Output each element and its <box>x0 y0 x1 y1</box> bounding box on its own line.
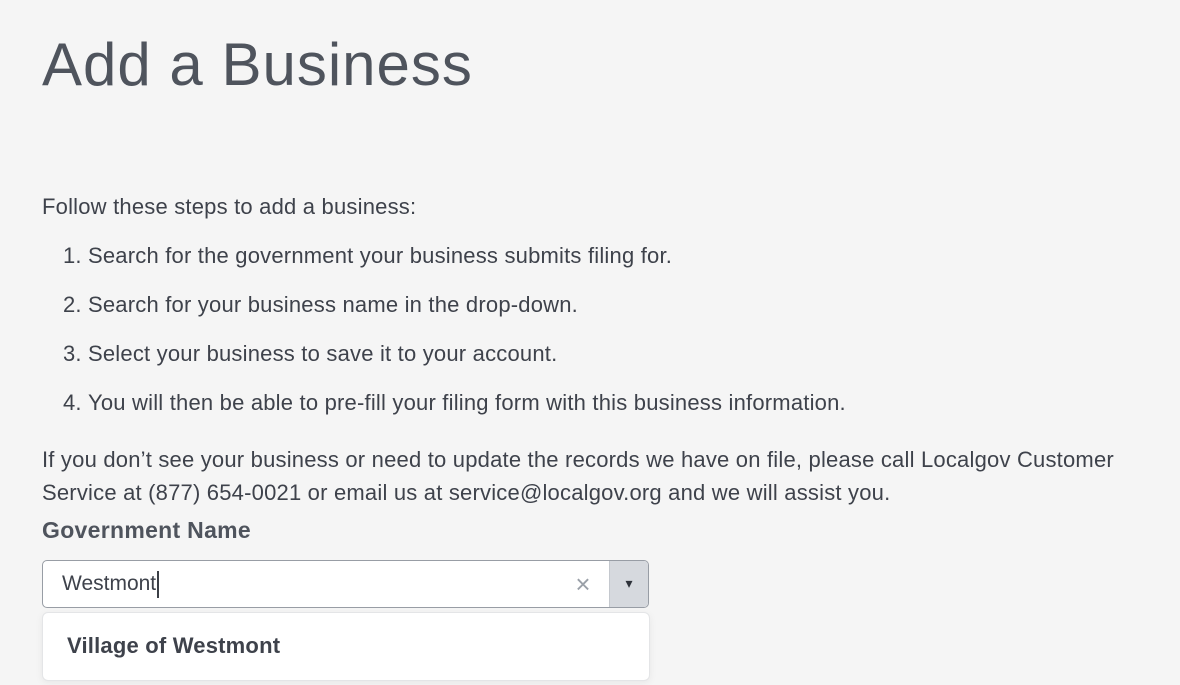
government-search-combobox <box>42 560 649 608</box>
government-name-label: Government Name <box>42 517 252 543</box>
step-item: 1. Search for the government your business submits filing for. <box>88 239 1180 272</box>
dropdown-arrow-icon: ▾ <box>625 576 633 592</box>
help-text <box>42 443 1180 509</box>
help-text-line1: If you don’t see your business or need to update the records we have on file, please call Localgov Customer <box>42 447 1114 472</box>
step-item: 4. You will then be able to pre-fill your filing form with this business information. <box>88 386 1180 419</box>
add-business-page <box>42 30 1180 681</box>
step-item: 2. Search for your business name in the drop-down. <box>88 288 1180 321</box>
government-options-panel <box>42 612 650 681</box>
government-search-input[interactable] <box>43 561 608 607</box>
dropdown-option[interactable]: Village of Westmont <box>67 633 281 658</box>
intro-text: Follow these steps to add a business: <box>42 194 417 219</box>
step-item: 3. Select your business to save it to your account. <box>88 337 1180 370</box>
text-cursor <box>157 571 159 598</box>
steps-list <box>42 239 1180 419</box>
dropdown-toggle-button[interactable] <box>609 561 648 607</box>
help-text-line2: Service at (877) 654-0021 or email us at service@localgov.org and we will assist you. <box>42 480 891 505</box>
clear-icon[interactable]: × <box>575 568 591 599</box>
search-input-value: Westmont <box>62 572 157 595</box>
page-title: Add a Business <box>42 31 473 98</box>
